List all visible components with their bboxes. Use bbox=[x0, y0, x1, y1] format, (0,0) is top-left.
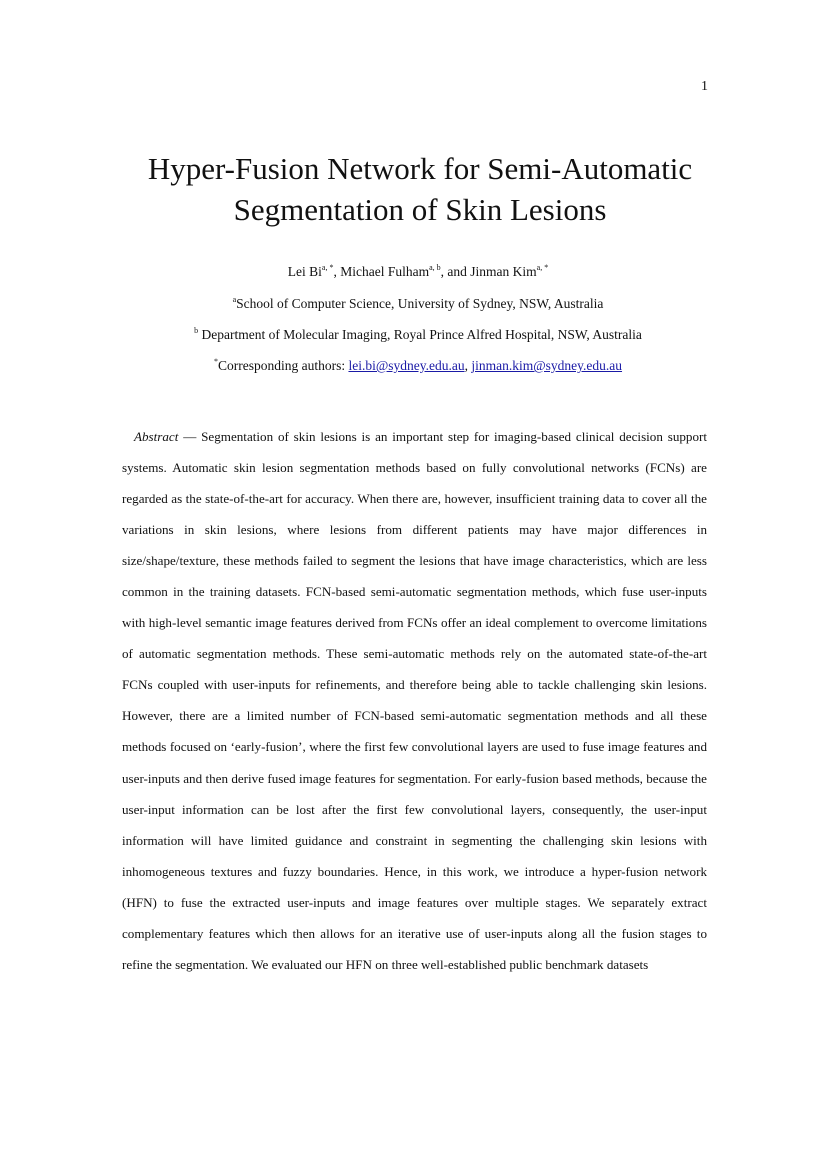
author-separator: , and bbox=[440, 264, 471, 279]
author-name: Jinman Kim bbox=[470, 264, 537, 279]
author-name: Michael Fulham bbox=[340, 264, 430, 279]
author-affiliation-mark: a, b bbox=[429, 263, 441, 272]
abstract-label: Abstract bbox=[134, 429, 179, 444]
author-affiliation-mark: a, * bbox=[536, 263, 549, 272]
affiliation-text: Department of Molecular Imaging, Royal Prince Alfred Hospital, NSW, Australia bbox=[201, 327, 642, 342]
email-link-lei-bi[interactable]: lei.bi@sydney.edu.au bbox=[348, 358, 465, 373]
title-line-2: Segmentation of Skin Lesions bbox=[233, 192, 607, 227]
affiliation-b bbox=[100, 327, 736, 343]
paper-title bbox=[100, 148, 740, 230]
corresponding-authors bbox=[100, 358, 736, 374]
affiliation-text: School of Computer Science, University of Sydney, NSW, Australia bbox=[236, 296, 604, 311]
author-name: Lei Bi bbox=[287, 264, 322, 279]
author-affiliation-mark: a, * bbox=[321, 263, 334, 272]
author-separator: , bbox=[333, 264, 341, 279]
page-number: 1 bbox=[701, 79, 708, 94]
email-link-jinman-kim[interactable]: jinman.kim@sydney.edu.au bbox=[471, 358, 623, 373]
corresponding-label: Corresponding authors: bbox=[217, 358, 349, 373]
abstract-dash: — bbox=[178, 429, 202, 444]
abstract-text: Segmentation of skin lesions is an important step for imaging-based clinical decision support systems. Automatic skin lesion segmentation methods based on fully convolutional networks (FCNs) are regarded as the state-of-the-art for accuracy. When there are, however, insufficient training data to cover all the variations in skin lesions, where lesions from different patients may have major differences in size/shape/texture, these methods failed to segment the lesions that have image characteristics, which are less common in the training datasets. FCN-based semi-automatic segmentation methods, which fuse user-inputs with high-level semantic image features derived from FCNs offer an ideal complement to overcome limitations of automatic segmentation methods. These semi-automatic methods rely on the automated state-of-the-art FCNs coupled with user-inputs for refinements, and therefore being able to tackle challenging skin lesions. However, there are a limited number of FCN-based semi-automatic segmentation methods and all these methods focused on ‘early-fusion’, where the first few convolutional layers are used to fuse image features and user-inputs and then derive fused image features for segmentation. For early-fusion based methods, because the user-input information can be lost after the first few convolutional layers, consequently, the user-input information will have limited guidance and constraint in segmenting the challenging skin lesions with inhomogeneous textures and fuzzy boundaries. Hence, in this work, we introduce a hyper-fusion network (HFN) to fuse the extracted user-inputs and image features over multiple stages. We separately extract complementary features which then allows for an iterative use of user-inputs along all the fusion stages to refine the segmentation. We evaluated our HFN on three well-established public benchmark datasets bbox=[122, 429, 708, 972]
affiliation-a bbox=[100, 296, 736, 312]
title-line-1: Hyper-Fusion Network for Semi-Automatic bbox=[147, 151, 693, 186]
abstract-paragraph bbox=[122, 421, 707, 980]
affiliation-mark: b bbox=[194, 326, 199, 335]
affiliation-mark: a bbox=[232, 295, 237, 304]
email-separator: , bbox=[464, 358, 472, 373]
corresponding-mark: * bbox=[213, 357, 218, 366]
author-list bbox=[100, 264, 736, 280]
